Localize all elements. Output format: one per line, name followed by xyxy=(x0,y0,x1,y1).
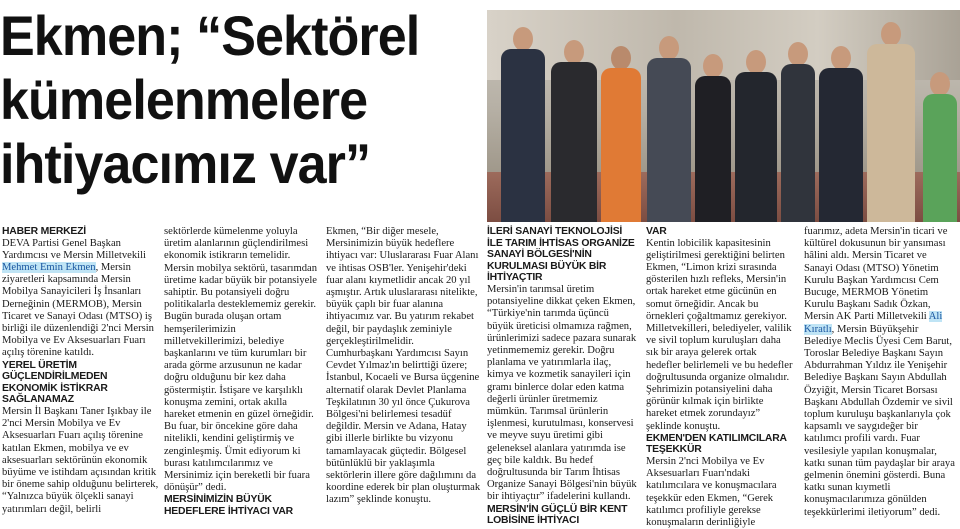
paragraph: fuarımız, adeta Mersin'in ticari ve kültürel dokusunun bir yansıması hâlini aldı. Mersin Ticaret ve Sanayi Odası (MTSO) Yönetim Kurulu Başkan Yardımcısı Cem Bucuge, MERMOB Yönetim Kurulu Başkanı Sadık Özkan, Mersin AK Parti Milletvekili Ali Kıratlı, Mersin Büyükşehir Belediye Meclis Üyesi Cem Barut, Toroslar Belediye Başkanı Sayın Abdurrahman Yıldız ile Yenişehir Belediye Başkanı Sayın Abdullah Özyiğit, Mersin Ticaret Borsası Başkanı Abdullah Özdemir ve sivil toplum kuruluşu başkanlarıyla çok kapsamlı ve saygıdeğer bir katılımcı profili vardı. Fuar vesilesiyle yapılan konuşmalar, katkı sunan tüm paydaşlar bir araya gelmenin önemini gösterdi. Buna katkı sunan kıymetli konuşmacılarımıza gönülden teşekkürlerimi iletiyorum” dedi. xyxy=(804,226,955,518)
highlighted-name: Mehmet Emin Ekmen xyxy=(2,262,96,273)
person-figure xyxy=(501,27,545,222)
subheading: VAR xyxy=(646,226,667,237)
subheading: İLERİ SANAYİ TEKNOLOJİSİ İLE TARIM İHTİSAS ORGANİZE SANAYİ BÖLGESİ'NİN KURULMASI BÜYÜK BİR İHTİYAÇTIR xyxy=(487,226,635,284)
headline-line-3: ihtiyacımız var” xyxy=(0,132,371,195)
photo-icon xyxy=(487,10,960,222)
subheading: MERSİN'İN GÜÇLÜ BİR KENT LOBİSİNE İHTİYACI xyxy=(487,503,628,527)
person-figure xyxy=(647,36,691,222)
highlighted-name: Ali Kıratlı xyxy=(804,311,943,335)
headline xyxy=(0,4,448,196)
person-figure xyxy=(819,46,863,222)
headline-line-2: kümelenmelere xyxy=(0,68,368,131)
column-4 xyxy=(487,226,637,527)
person-figure xyxy=(867,22,915,222)
person-figure xyxy=(551,40,597,222)
paragraph: Mersin 2'nci Mobilya ve Ev Aksesuarları Fuarı'ndaki katılımcılara ve konuşmacılara teşekkür eden Ekmen, “Gerek katılımcı profiliyle gerekse konuşmaların derinliğiyle xyxy=(646,456,777,529)
paragraph: Mersin İl Başkanı Taner Işıkbay ile 2'nci Mersin Mobilya ve Ev Aksesuarları Fuarı açılış törenine katılan Ekmen, mobilya ve ev aksesuarları sektörünün ekonomik büyüme ve istihdam açısından kritik bir öneme sahip olduğunu belirterek, “Yalnızca büyük ölçekli sanayi yatırımları değil, belirli xyxy=(2,406,159,515)
paragraph: Kentin lobicilik kapasitesinin geliştirilmesi gerektiğini belirten Ekmen, “Limon krizi sırasında gösterilen hızlı refleks, Mersin'in ortak hareket etme gücünün en somut örneğidir. Ancak bu örnekleri çoğaltmamız gerekiyor. Milletvekilleri, belediyeler, valilik ve sivil toplum kuruluşları daha sık bir araya gelerek ortak hedefler belirlemeli ve bu hedefler doğrultusunda organize olmalıdır. Şehrimizin potansiyelini daha görünür kılmak için birlikte hareket etmek zorundayız” şeklinde konuştu. xyxy=(646,237,793,432)
subheading: YEREL ÜRETİM GÜÇLENDİRİLMEDEN EKONOMİK İSTİKRAR SAĞLANAMAZ xyxy=(2,359,108,406)
person-figure xyxy=(781,42,815,222)
paragraph: sektörlerde kümelenme yoluyla üretim alanlarının güçlendirilmesi ekonomik istikrarın temelidir. Mersin mobilya sektörü, tasarımdan üretime kadar büyük bir potansiyele sahiptir. Bu potansiyeli doğru politikalarla desteklememiz gerekir. Bugün burada oluşan ortam hemşerilerimizin milletvekillerimizi, belediye başkanlarını ve tüm kurumları bir arada görme arzusunun ne kadar doğru olduğunu bir kez daha göstermiştir. İstişare ve karşılıklı konuşma zemini, ortak akılla hareket etmenin en güzel örneğidir. Bu fuar, bir öncekine göre daha nitelikli, kendini geliştirmiş ve zenginleşmiş. Ümit ediyorum ki burası katılımcılarımız ve Mersinimiz için bereketli bir fuara dönüşür” dedi. xyxy=(164,226,317,494)
subheading: MERSİNİMİZİN BÜYÜK HEDEFLERE İHTİYACI VAR xyxy=(164,494,293,518)
person-figure xyxy=(601,46,641,222)
paragraph: DEVA Partisi Genel Başkan Yardımcısı ve Mersin Milletvekili Mehmet Emin Ekmen, Mersin ziyaretleri kapsamında Mersin Mobilya Sanayicileri İş İnsanları Derneğinin (MERMOB), Mersin Ticaret ve Sanayi Odası (MTSO) iş birliği ile düzenlendiği 2'nci Mersin Mobilya ve Ev Aksesuarları Fuarı açılış törenine katıldı. xyxy=(2,237,154,359)
person-figure xyxy=(735,50,777,222)
column-3 xyxy=(326,226,481,507)
column-5 xyxy=(646,226,793,529)
person-figure xyxy=(923,72,957,222)
byline: HABER MERKEZİ xyxy=(2,226,86,237)
paragraph: Ekmen, “Bir diğer mesele, Mersinimizin büyük hedeflere ihtiyacı var: Uluslararası Fuar Alanı ve ihtisas OSB'ler. Yenişehir'deki fuar alanı kıymetlidir ancak 20 yıl aşmıştır. Artık uluslararası nitelikte, büyük çaplı bir fuar alanına ihtiyacımız var. Bu yatırım rekabet değil, bir paydaşlık zeminiyle gerçekleştirilmelidir. xyxy=(326,226,479,347)
paragraph: Mersin'in tarımsal üretim potansiyeline dikkat çeken Ekmen, “Türkiye'nin tarımda üçüncü büyük üreticisi olmamıza rağmen, ürünlerimizi sadece pazara sunarak yetinmememiz gerekir. Doğru planlama ve yatırımlarla ilaç, kimya ve kozmetik sanayileri için gramı binlerce dolar eden katma değerli ürünler üretmemiz mümkün. Tarımsal ürünlerin işlenmesi, kurutulması, konservesi ve meyve suyu üretimi gibi geleneksel alanlara yatırımda ise geç bile kaldık. Bu hedef doğrultusunda bir Tarım İhtisas Organize Sanayi Bölgesi'nin büyük bir ihtiyaçtır” ifadelerini kullandı. xyxy=(487,283,637,503)
column-1 xyxy=(2,226,160,516)
subheading: EKMEN'DEN KATILIMCILARA TEŞEKKÜR xyxy=(646,432,787,456)
column-6 xyxy=(804,226,958,519)
headline-line-1: Ekmen; “Sektörel xyxy=(0,4,420,67)
column-2 xyxy=(164,226,319,518)
person-figure xyxy=(695,54,731,222)
paragraph: Cumhurbaşkanı Yardımcısı Sayın Cevdet Yılmaz'ın belirttiği üzere; İstanbul, Kocaeli ve Bursa üçgenine alternatif olarak Devlet Planlama Teşkilatının 30 yıl önce Çukurova Bölgesi'ni belirlemesi tesadüf değildir. Mersin ve Adana, Hatay gibi illerle birlikte bu vizyonu tamamlayacak güçtedir. Bölgesel bütünlüklü bir yaklaşımla sektörlerin illere göre dağılımını da koordine ederek bir plan oluşturmak lazım” şeklinde konuştu. xyxy=(326,348,481,506)
